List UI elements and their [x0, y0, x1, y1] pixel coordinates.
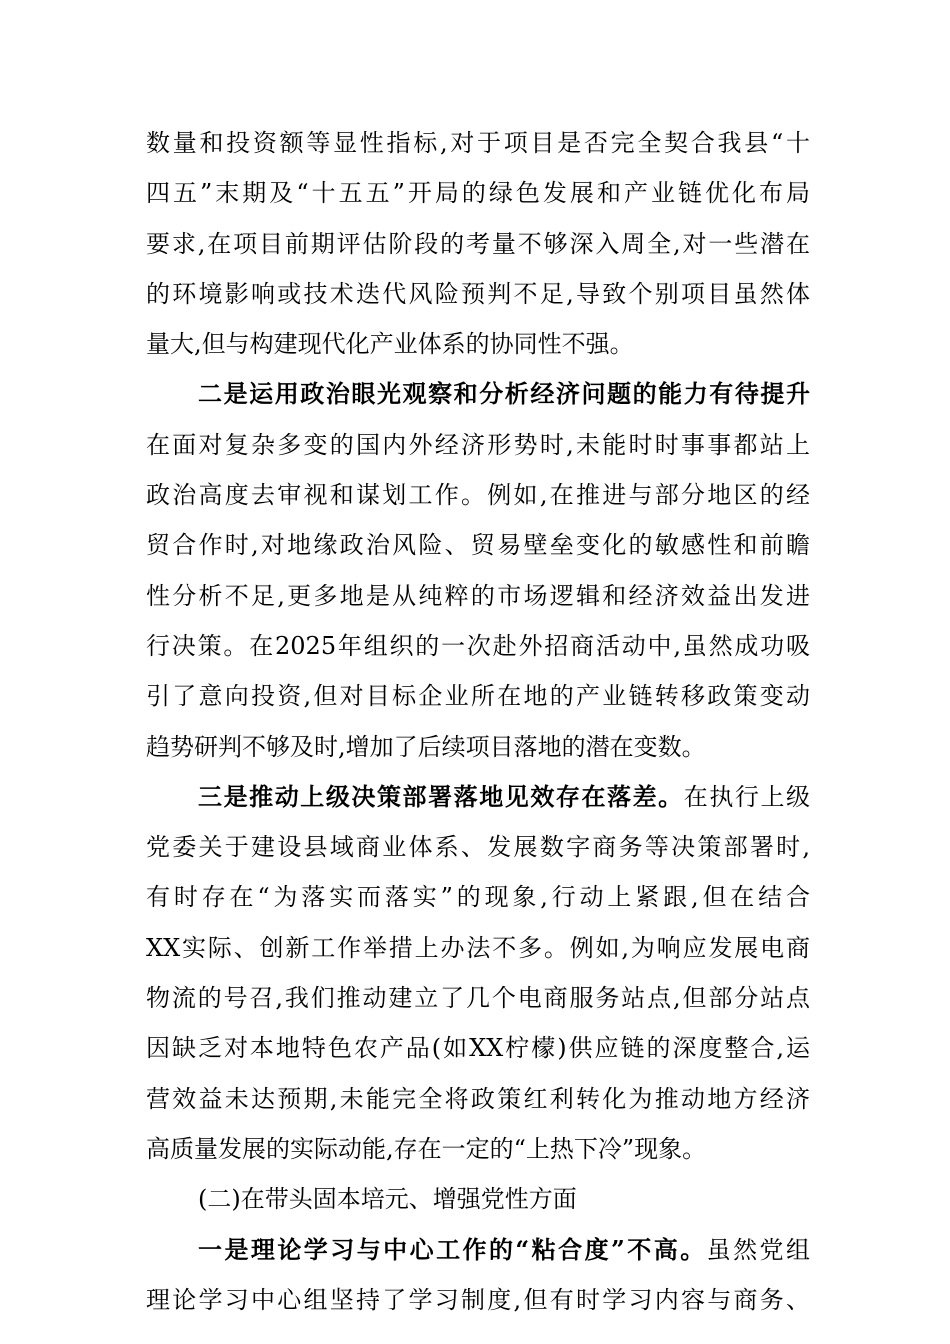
text-line: 性分析不足,更多地是从纯粹的市场逻辑和经济效益出发进 — [146, 581, 810, 610]
text-line: 理论学习中心组坚持了学习制度,但有时学习内容与商务、 — [146, 1285, 810, 1314]
text-line: 因缺乏对本地特色农产品(如XX柠檬)供应链的深度整合,运 — [146, 1034, 810, 1063]
document-body — [146, 118, 810, 1325]
bold-lead: 三是推动上级决策部署落地见效存在落差。 — [198, 781, 684, 811]
text-line: 在面对复杂多变的国内外经济形势时,未能时时事事都站上 — [146, 430, 810, 459]
text-line: 有时存在“为落实而落实”的现象,行动上紧跟,但在结合 — [146, 883, 810, 912]
text-line: 要求,在项目前期评估阶段的考量不够深入周全,对一些潜在 — [146, 229, 810, 258]
bold-lead-line: 二是运用政治眼光观察和分析经济问题的能力有待提升 — [198, 379, 810, 409]
text-line: 四五”末期及“十五五”开局的绿色发展和产业链优化布局 — [146, 179, 810, 208]
section-heading: (二)在带头固本培元、增强党性方面 — [198, 1185, 577, 1214]
text-line: 引了意向投资,但对目标企业所在地的产业链转移政策变动 — [146, 682, 810, 711]
lead-line — [146, 772, 810, 822]
text-line: XX实际、创新工作举措上办法不多。例如,为响应发展电商 — [146, 933, 810, 962]
text-line: 贸合作时,对地缘政治风险、贸易壁垒变化的敏感性和前瞻 — [146, 531, 810, 560]
text-line: 政治高度去审视和谋划工作。例如,在推进与部分地区的经 — [146, 481, 810, 510]
paragraph-2 — [146, 369, 810, 771]
lead-rest: 虽然党组 — [706, 1235, 811, 1264]
text-line: 行决策。在2025年组织的一次赴外招商活动中,虽然成功吸 — [146, 631, 810, 660]
bold-lead: 一是理论学习与中心工作的“粘合度”不高。 — [198, 1234, 707, 1264]
text-line: 量大,但与构建现代化产业体系的协同性不强。 — [146, 330, 634, 359]
text-line: 的环境影响或技术迭代风险预判不足,导致个别项目虽然体 — [146, 279, 810, 308]
paragraph-4 — [146, 1225, 810, 1326]
lead-line — [146, 1225, 810, 1275]
text-line: 高质量发展的实际动能,存在一定的“上热下冷”现象。 — [146, 1134, 707, 1163]
text-line: 物流的号召,我们推动建立了几个电商服务站点,但部分站点 — [146, 984, 810, 1013]
text-line: 数量和投资额等显性指标,对于项目是否完全契合我县“十 — [146, 129, 810, 157]
paragraph-3 — [146, 772, 810, 1174]
text-line: 趋势研判不够及时,增加了后续项目落地的潜在变数。 — [146, 732, 706, 761]
paragraph-1 — [146, 118, 810, 369]
lead-rest: 在执行上级 — [683, 782, 811, 811]
text-line: 营效益未达预期,未能完全将政策红利转化为推动地方经济 — [146, 1084, 810, 1113]
text-line: 党委关于建设县域商业体系、发展数字商务等决策部署时, — [146, 833, 810, 862]
